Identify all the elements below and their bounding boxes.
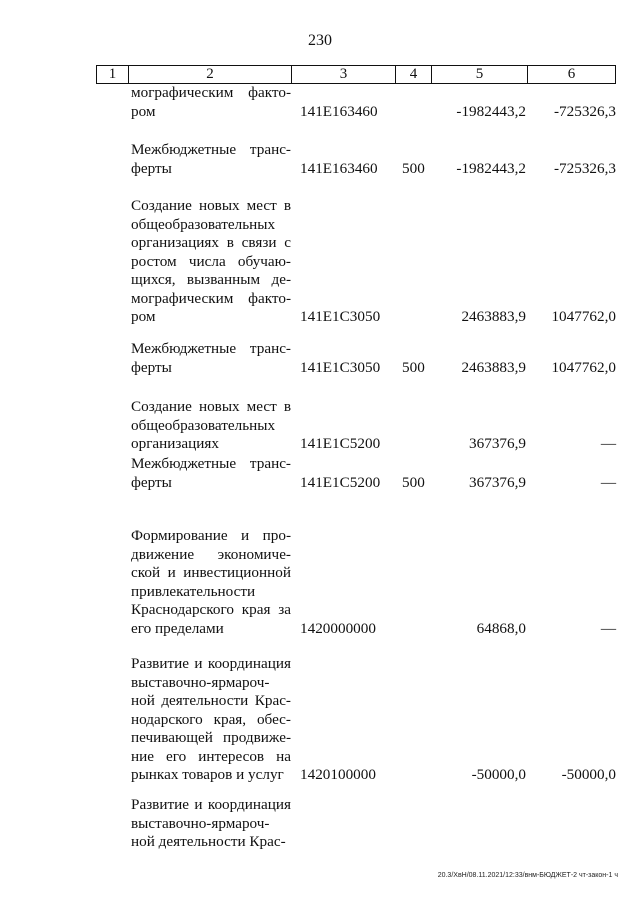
row-amount-1: 64868,0 — [476, 619, 526, 637]
row-amount-2: -725326,3 — [553, 102, 616, 120]
row-name-line: движение экономиче- — [131, 545, 291, 563]
row-name-line: печивающей продвиже- — [131, 729, 291, 746]
row-name-line: Формирование и про- — [131, 527, 291, 544]
row-name — [131, 455, 291, 492]
row-expense-type: 500 — [402, 473, 425, 491]
row-code: 141E163460 — [300, 102, 378, 120]
row-name-line: ферты — [131, 358, 172, 376]
row-name — [131, 527, 291, 638]
row-amount-1: -50000,0 — [471, 766, 526, 783]
row-amount-2: 1047762,0 — [551, 308, 616, 325]
row-name-line: организациях в связи с — [131, 234, 291, 251]
row-code: 141E1C3050 — [300, 358, 381, 376]
row-code: 1420100000 — [300, 766, 376, 783]
row-name-line: ской и инвестиционной — [131, 564, 291, 581]
row-name-line: мографическим факто- — [131, 84, 291, 101]
row-amount-1: 367376,9 — [469, 435, 526, 452]
page-number: 230 — [308, 32, 332, 49]
row-name — [131, 398, 291, 454]
row-expense-type: 500 — [402, 358, 425, 376]
row-name-line: Развитие и координация — [131, 796, 291, 813]
row-amount-2: 1047762,0 — [551, 358, 616, 376]
row-name-line: ферты — [131, 473, 172, 491]
column-header-5: 5 — [432, 66, 528, 84]
row-name-line: Развитие и координация — [131, 655, 291, 672]
row-name-line: ной деятельности Крас- — [131, 692, 291, 709]
row-name-line: мографическим факто- — [131, 289, 291, 307]
row-code: 141E163460 — [300, 159, 378, 177]
row-name-line: ние его интересов на — [131, 747, 291, 765]
row-name-line: привлекательности — [131, 582, 256, 600]
row-name-line: ной деятельности Крас- — [131, 833, 286, 850]
row-expense-type: 500 — [402, 159, 425, 177]
row-name-line: нодарского края, обес- — [131, 710, 291, 728]
row-name-line: общеобразовательных — [131, 215, 276, 233]
row-name — [131, 84, 291, 121]
row-code: 1420000000 — [300, 619, 376, 637]
row-name — [131, 197, 291, 327]
row-name — [131, 655, 291, 785]
row-amount-2: — — [600, 619, 616, 637]
row-name-line: Создание новых мест в — [131, 398, 291, 415]
row-name-line: Межбюджетные транс- — [131, 455, 291, 472]
row-name-line: Межбюджетные транс- — [131, 340, 291, 357]
column-header-6: 6 — [528, 66, 616, 84]
row-amount-1: 2463883,9 — [461, 358, 526, 376]
row-name-line: выставочно-ярмароч- — [131, 814, 270, 832]
row-name-line: его пределами — [131, 619, 224, 637]
row-name — [131, 141, 291, 178]
row-name-line: выставочно-ярмароч- — [131, 673, 270, 691]
row-name-line: ферты — [131, 159, 172, 177]
row-amount-2: -725326,3 — [553, 159, 616, 177]
row-amount-1: 367376,9 — [469, 473, 526, 491]
row-name-line: Межбюджетные транс- — [131, 141, 291, 158]
row-name-line: Краснодарского края за — [131, 601, 291, 618]
column-header-2: 2 — [129, 66, 292, 84]
row-name-line: щихся, вызванным де- — [131, 271, 291, 288]
row-amount-1: 2463883,9 — [461, 308, 526, 325]
row-code: 141E1C5200 — [300, 473, 381, 491]
column-header-3: 3 — [292, 66, 396, 84]
row-amount-1: -1982443,2 — [456, 102, 526, 120]
row-name-line: общеобразовательных — [131, 416, 276, 434]
column-header-1: 1 — [97, 66, 129, 84]
row-amount-2: — — [600, 473, 616, 491]
row-name-line: Создание новых мест в — [131, 197, 291, 214]
row-name-line: ром — [131, 308, 156, 325]
row-amount-2: -50000,0 — [561, 766, 616, 783]
row-name — [131, 796, 291, 852]
row-name-line: ростом числа обучаю- — [131, 252, 291, 270]
row-code: 141E1C5200 — [300, 435, 381, 452]
row-amount-2: — — [600, 435, 616, 452]
row-name-line: организациях — [131, 435, 219, 452]
row-amount-1: -1982443,2 — [456, 159, 526, 177]
document-footer-stamp: 20.3/ХвН/08.11.2021/12:33/внм-БЮДЖЕТ-2 чт-закон-1 ч — [437, 872, 618, 879]
row-name — [131, 340, 291, 377]
row-name-line: рынках товаров и услуг — [131, 766, 284, 783]
column-header-4: 4 — [396, 66, 432, 84]
row-name-line: ром — [131, 102, 156, 120]
column-header-row — [96, 65, 616, 84]
row-code: 141E1C3050 — [300, 308, 381, 325]
